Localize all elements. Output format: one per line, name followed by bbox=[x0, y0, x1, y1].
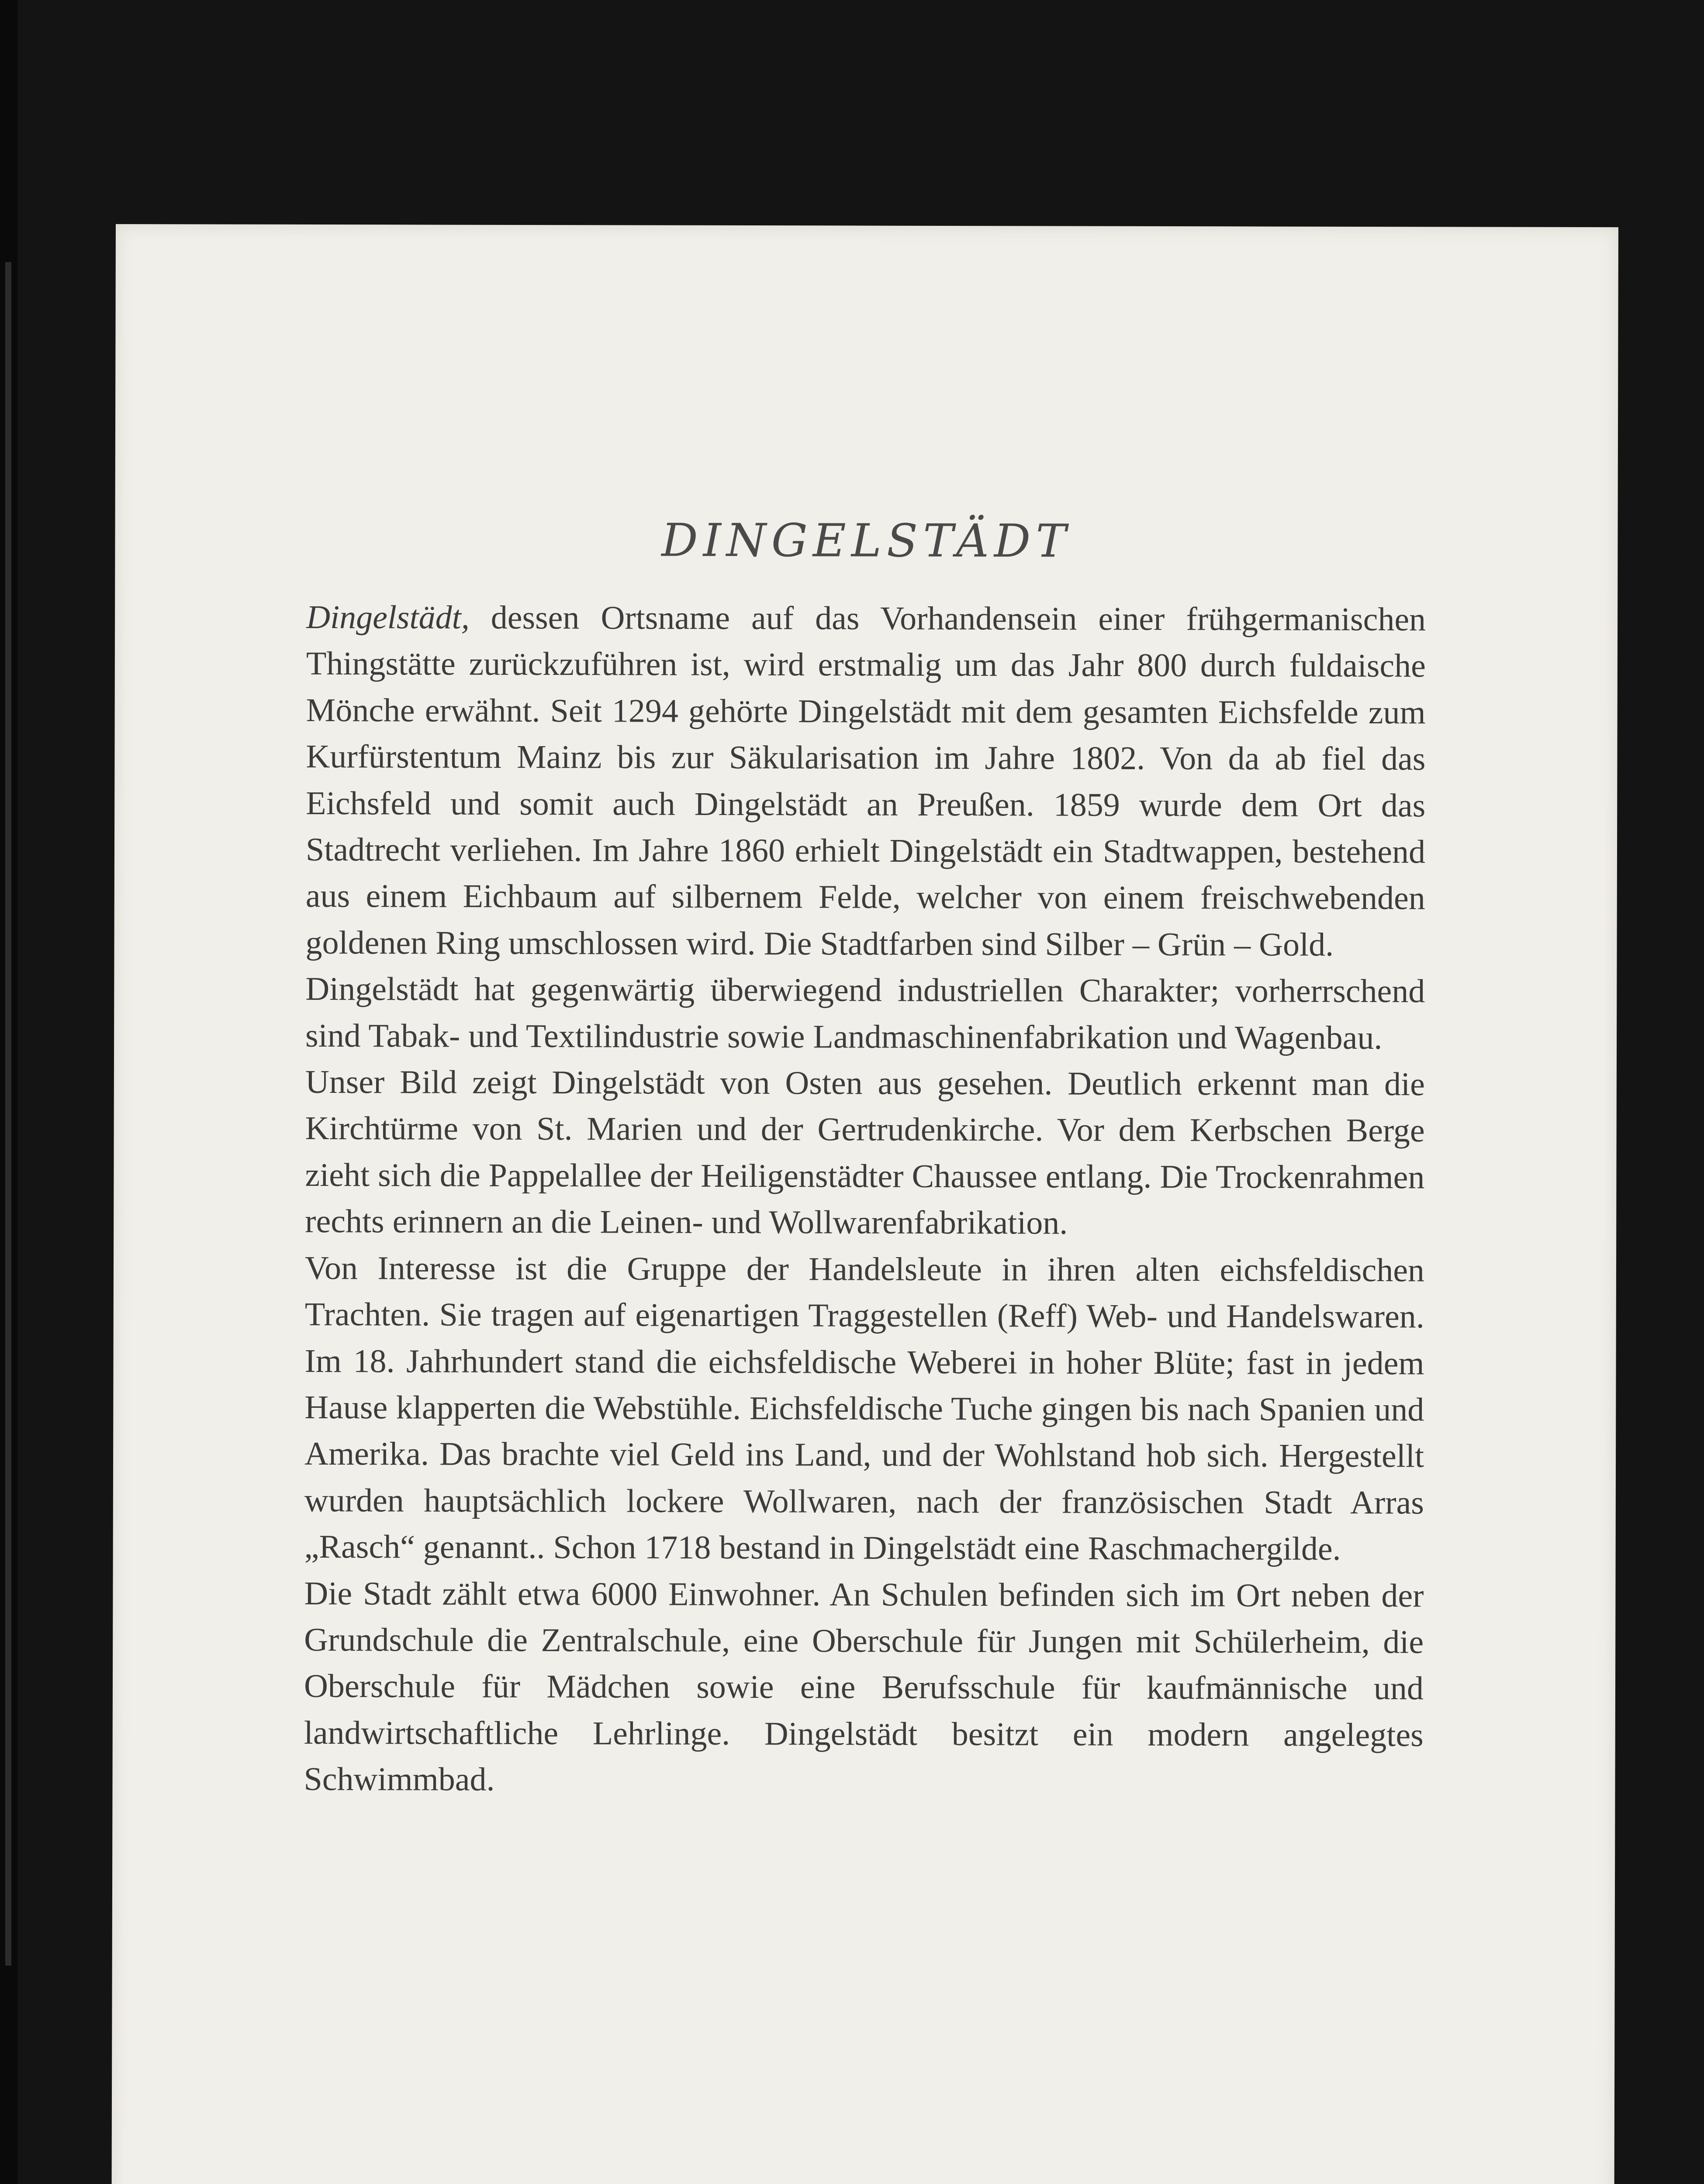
paragraph-traders: Von Interesse ist die Gruppe der Handelsleute in ihren alten eichsfeldischen Trachten. Sie tragen auf eigenartigen Traggestellen (Reff) Web- und Handelswaren. Im 18. Jahrhundert stand die eichsfeldische Weberei in hoher Blüte; fast in jedem Hause klapperten die Webstühle. Eichsfeldische Tuche gingen bis nach Spanien und Amerika. Das brachte viel Geld ins Land, und der Wohlstand hob sich. Hergestellt wurden hauptsächlich lockere Wollwaren, nach der französischen Stadt Arras „Rasch“ genannt.. Schon 1718 bestand in Dingelstädt eine Raschmachergilde. bbox=[304, 1249, 1425, 1568]
paragraph-picture: Unser Bild zeigt Dingelstädt von Osten aus gesehen. Deutlich erkennt man die Kirchtürme von St. Marien und der Gertrudenkirche. Vor dem Kerbschen Berge zieht sich die Pappelallee der Heiligenstädter Chaussee entlang. Die Trockenrahmen rechts erinnern an die Leinen- und Wollwarenfabrikation. bbox=[305, 1063, 1425, 1241]
paragraph-text: dessen Ortsname auf das Vorhandensein einer frühgermanischen Thingstätte zurückzuführen ist, wird erstmalig um das Jahr 800 durch fuldaische Mönche erwähnt. Seit 1294 gehörte Dingelstädt mit dem gesamten Eichsfelde zum Kurfürstentum Mainz bis zur Säkularisation im Jahre 1802. Von da ab fiel das Eichsfeld und somit auch Dingelstädt an Preußen. 1859 wurde dem Ort das Stadtrecht verliehen. Im Jahre 1860 erhielt Dingelstädt ein Stadtwappen, bestehend aus einem Eichbaum auf silbernem Felde, welcher von einem freischwebenden goldenen Ring umschlossen wird. Die Stadtfarben sind Silber – Grün – Gold. bbox=[305, 599, 1426, 963]
paragraph-lead: Dingelstädt, bbox=[306, 598, 470, 636]
page-title: DINGELSTÄDT bbox=[661, 513, 1071, 568]
paragraph-industry: Dingelstädt hat gegenwärtig überwiegend industriellen Charakter; vorherrschend sind Tabak- und Textilindustrie sowie Landmaschinenfabrikation und Wagenbau. bbox=[305, 971, 1425, 1056]
body-text bbox=[304, 594, 1426, 1805]
paragraph-town: Die Stadt zählt etwa 6000 Einwohner. An Schulen befinden sich im Ort neben der Grundschule die Zentralschule, eine Oberschule für Jungen mit Schülerheim, die Oberschule für Mädchen sowie eine Berufsschule für kaufmännische und landwirtschaftliche Lehrlinge. Dingelstädt besitzt ein modern angelegtes Schwimmbad. bbox=[304, 1575, 1424, 1798]
scanner-edge-accent bbox=[5, 262, 11, 1966]
scanner-edge bbox=[0, 0, 17, 2184]
paper-sheet bbox=[111, 224, 1618, 2184]
paragraph-history bbox=[305, 594, 1426, 968]
